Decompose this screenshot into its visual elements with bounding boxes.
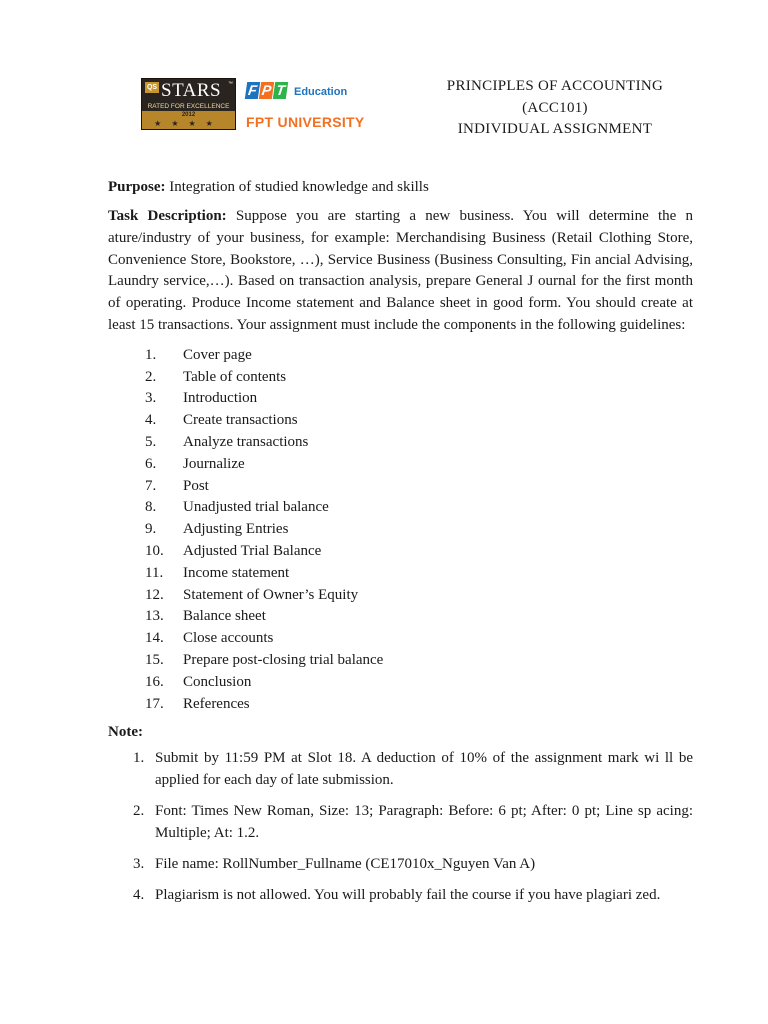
list-item-text: Journalize (183, 455, 245, 472)
list-item-text: Balance sheet (183, 608, 266, 625)
fpt-education-text: Education (294, 86, 348, 98)
list-item-text: Introduction (183, 390, 258, 407)
list-item-number: 15. (145, 651, 164, 668)
list-item-number: 14. (145, 630, 164, 647)
list-item-number: 2. (145, 368, 157, 385)
list-item-number: 9. (145, 521, 157, 538)
list-item (108, 541, 693, 563)
title-line-code: (ACC101) (522, 99, 588, 116)
list-item (108, 563, 693, 585)
qs-stars-logo (141, 78, 236, 130)
list-item (108, 585, 693, 607)
list-item-number: 12. (145, 586, 164, 603)
list-item-text: Post (183, 477, 209, 494)
trademark-mark: ™ (228, 81, 233, 87)
list-item-text: Adjusting Entries (183, 521, 289, 538)
list-item (108, 650, 693, 672)
list-item-text: Adjusted Trial Balance (183, 542, 322, 559)
title-line-assignment: INDIVIDUAL ASSIGNMENT (457, 121, 653, 137)
list-item-text: Table of contents (183, 368, 287, 385)
list-item (108, 628, 693, 650)
note-item-text: Plagiarism is not allowed. You will probably fail the course if you have plagiari zed. (155, 887, 661, 904)
fpt-education-logo (246, 82, 386, 132)
note-item-number: 2. (133, 803, 145, 820)
list-item (108, 672, 693, 694)
task-label: Task Description: (108, 208, 227, 224)
list-item (108, 454, 693, 476)
list-item-text: Income statement (183, 564, 290, 581)
list-item (108, 345, 693, 367)
note-item (108, 884, 693, 906)
list-item (108, 694, 693, 716)
list-item (108, 606, 693, 628)
guidelines-list (108, 345, 693, 716)
note-item (108, 853, 693, 875)
note-item (108, 800, 693, 844)
list-item (108, 476, 693, 498)
list-item-number: 5. (145, 433, 157, 450)
list-item-number: 4. (145, 412, 157, 429)
list-item-text: Statement of Owner’s Equity (183, 586, 359, 603)
task-description-paragraph (108, 206, 693, 337)
qs-badge: QS (146, 84, 158, 91)
stars-icon: ★★★★ (154, 119, 223, 128)
list-item-number: 7. (145, 477, 157, 494)
list-item-text: Cover page (183, 346, 252, 363)
stars-wordmark: STARS (161, 80, 222, 101)
list-item-text: Unadjusted trial balance (183, 499, 329, 516)
list-item-number: 16. (145, 673, 164, 690)
list-item-number: 6. (145, 455, 157, 472)
list-item-text: Analyze transactions (183, 433, 309, 450)
list-item-number: 13. (145, 608, 164, 625)
list-item-text: References (183, 695, 250, 712)
list-item (108, 367, 693, 389)
list-item-text: Prepare post-closing trial balance (183, 651, 384, 668)
note-item-text: Font: Times New Roman, Size: 13; Paragraph: Before: 6 pt; After: 0 pt; Line sp acing: Multiple; At: 1.2. (155, 803, 693, 842)
list-item-number: 3. (145, 390, 157, 407)
document-body (108, 177, 693, 915)
list-item-text: Close accounts (183, 630, 274, 647)
list-item-text: Conclusion (183, 673, 252, 690)
fpt-letter-f: F (245, 82, 260, 99)
list-item (108, 410, 693, 432)
stars-tagline: RATED FOR EXCELLENCE (147, 103, 230, 110)
notes-list (108, 747, 693, 906)
list-item (108, 388, 693, 410)
fpt-letter-p: P (260, 82, 273, 98)
list-item-number: 10. (145, 542, 164, 559)
document-title (420, 76, 690, 141)
list-item (108, 432, 693, 454)
list-item-text: Create transactions (183, 412, 298, 429)
fpt-letter-t: T (273, 82, 288, 99)
purpose-paragraph (108, 177, 693, 198)
list-item-number: 11. (145, 564, 164, 581)
note-item-number: 3. (133, 856, 145, 873)
purpose-label: Purpose: (108, 179, 166, 195)
note-item-number: 1. (133, 750, 145, 767)
purpose-text: Integration of studied knowledge and skills (165, 179, 429, 195)
fpt-letters (246, 82, 288, 104)
note-item-text: Submit by 11:59 PM at Slot 18. A deduction of 10% of the assignment mark wi ll be applied for each day of late submission. (155, 750, 693, 789)
list-item-number: 1. (145, 346, 157, 363)
note-item-text: File name: RollNumber_Fullname (CE17010x_Nguyen Van A) (155, 856, 536, 873)
note-heading: Note: (108, 724, 143, 741)
stars-year: 2012 (181, 112, 196, 118)
fpt-university-text: FPT UNIVERSITY (246, 114, 365, 130)
title-line-course: PRINCIPLES OF ACCOUNTING (446, 78, 664, 94)
task-text: Suppose you are starting a new business. You will determine the n ature/industry of your business, for example: Merchandising Business (Retail Clothing Store, Convenience Store, Bookstore, …), Service Business (Business Consulting, Fin ancial Advising, Laundry service,…). Based on transaction analysis, prepare General J ournal for the first month of operating. Produce Income statement and Balance sheet in good form. You should create at least 15 transactions. Your assignment must include the components in the following guidelines: (108, 208, 694, 333)
list-item (108, 497, 693, 519)
note-item-number: 4. (133, 887, 145, 904)
list-item-number: 8. (145, 499, 157, 516)
list-item-number: 17. (145, 695, 164, 712)
note-item (108, 747, 693, 791)
list-item (108, 519, 693, 541)
